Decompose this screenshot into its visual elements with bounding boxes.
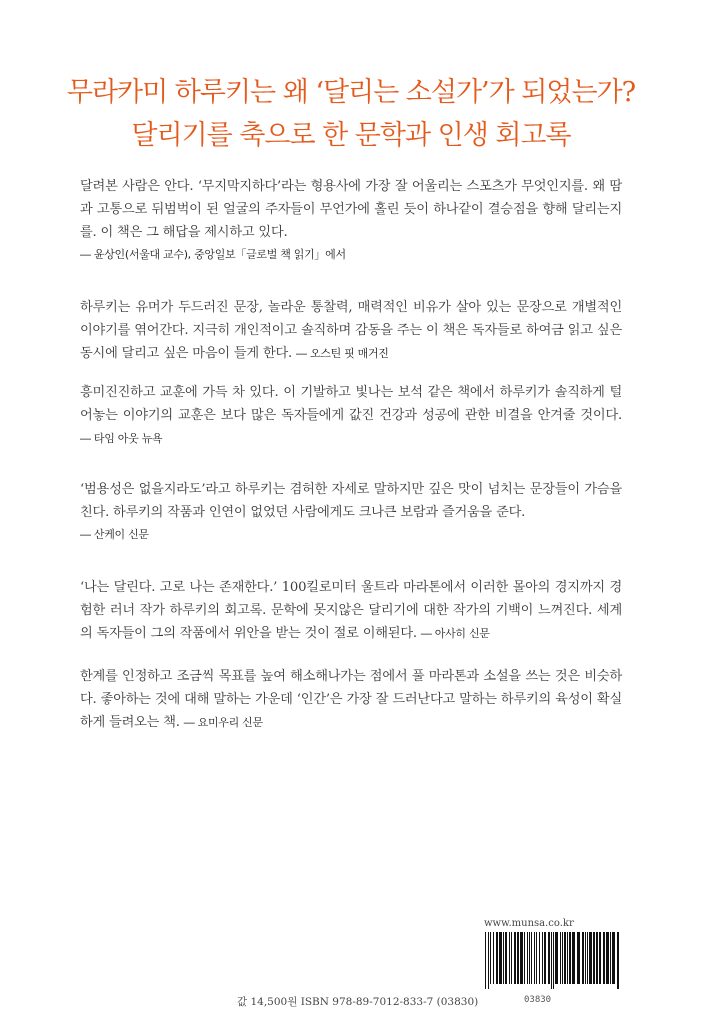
barcode-bar — [596, 932, 598, 984]
barcode-bar — [488, 932, 489, 989]
barcode-bar — [548, 932, 550, 984]
barcode-addon-code: 03830 — [524, 995, 552, 1005]
barcode-bar — [527, 932, 528, 984]
review-source: ― 아사히 신문 — [420, 627, 490, 640]
price-isbn: 값 14,500원 ISBN 978-89-7012-833-7 (03830) — [237, 996, 479, 1008]
barcode-bar — [599, 932, 601, 984]
barcode-bar — [612, 932, 615, 984]
barcode-bar — [529, 932, 530, 984]
isbn-barcode — [483, 932, 623, 989]
barcode-bar — [517, 932, 519, 984]
barcode-bar — [531, 932, 532, 984]
barcode-bar — [567, 932, 568, 984]
publisher-url: www.munsa.co.kr — [484, 918, 574, 929]
barcode-bar — [617, 932, 619, 989]
review-quote — [80, 478, 622, 546]
review-source: ― 오스틴 핏 매거진 — [296, 347, 389, 360]
barcode-bar — [496, 932, 498, 984]
barcode-bar — [520, 932, 523, 984]
barcode-bar — [514, 932, 516, 984]
review-quote-text: ‘나는 달린다. 고로 나는 존재한다.’ 100킬로미터 울트라 마라톤에서 이러한 몰아의 경지까지 경험한 러너 작가 하루키의 회고록. 문학에 못지않은 달리기에 대한 작가의 기백이 느껴진다. 세계의 독자들이 그의 작품에서 위안을 받는 것이 절로 이해된다. — [80, 580, 622, 641]
review-quote — [80, 576, 622, 645]
review-source: ― 윤상인(서울대 교수), 중앙일보「글로벌 책 읽기」에서 — [80, 248, 346, 261]
barcode-bar — [585, 932, 586, 984]
review-source: ― 요미우리 신문 — [183, 716, 263, 729]
review-quote-text: 흥미진진하고 교훈에 가득 차 있다. 이 기발하고 빛나는 보석 같은 책에서 하루키가 솔직하게 털어놓는 이야기의 교훈은 보다 많은 독자들에게 값진 건강과 성공에 관한 비결을 안겨줄 것이다. — [80, 385, 622, 423]
review-quote-text: ‘범용성은 없을지라도’라고 하루키는 겸허한 자세로 말하지만 깊은 맛이 넘치는 문장들이 가슴을 친다. 하루키의 작품과 인연이 없었던 사람에게도 크나큰 보람과 즐거움을 준다. — [80, 482, 622, 520]
barcode-bar — [542, 932, 543, 984]
barcode-bar — [564, 932, 566, 984]
barcode-bar — [553, 932, 554, 989]
barcode-bar — [505, 932, 507, 984]
barcode-bar — [499, 932, 502, 984]
barcode-bar — [485, 932, 486, 989]
review-source: ― 타임 아웃 뉴욕 — [80, 432, 163, 445]
review-quote — [80, 296, 622, 365]
headline-line-1: 무라카미 하루키는 왜 ‘달리는 소설가’가 되었는가? — [66, 77, 636, 108]
barcode-bar — [509, 932, 510, 984]
review-source: ― 산케이 신문 — [80, 528, 149, 541]
barcode-bar — [503, 932, 504, 984]
barcode-bar — [511, 932, 512, 984]
barcode-bar — [569, 932, 571, 984]
review-quote-text: 달려본 사람은 안다. ‘무지막지하다’라는 형용사에 가장 잘 어울리는 스포츠가 무엇인지를. 왜 땀과 고통으로 뒤범벅이 된 얼굴의 주자들이 무언가에 홀린 듯이 하나같이 결승점을 향해 달리는지를. 이 책은 그 해답을 제시하고 있다. — [80, 179, 622, 240]
barcode-bar — [534, 932, 535, 984]
barcode-bar — [539, 932, 540, 984]
barcode-bar — [589, 932, 592, 984]
barcode-bar — [587, 932, 588, 984]
barcode-bar — [593, 932, 595, 984]
barcode-bar — [524, 932, 525, 984]
barcode-bar — [551, 932, 552, 989]
headline-line-2: 달리기를 축으로 한 문학과 인생 회고록 — [131, 120, 571, 151]
barcode-bar — [610, 932, 611, 984]
barcode-bar — [536, 932, 537, 984]
barcode-bar — [572, 932, 575, 984]
barcode-bar — [493, 932, 494, 984]
barcode-bar — [582, 932, 584, 984]
barcode-bar — [490, 932, 491, 984]
barcode-bar — [544, 932, 546, 984]
barcode-bar — [555, 932, 558, 984]
barcode-bar — [606, 932, 609, 984]
review-quote — [80, 381, 622, 450]
barcode-bar — [577, 932, 580, 984]
review-quote — [80, 665, 622, 734]
review-quote — [80, 175, 622, 266]
barcode-bar — [603, 932, 605, 984]
review-quote-text: 하루키는 유머가 두드러진 문장, 놀라운 통찰력, 매력적인 비유가 살아 있는 문장으로 개별적인 이야기를 엮어간다. 지극히 개인적이고 솔직하며 감동을 주는 이 책은 독자들로 하여금 읽고 싶은 동시에 달리고 싶은 마음이 들게 한다. — [80, 300, 622, 361]
barcode-bar — [560, 932, 561, 984]
barcode-bar — [562, 932, 563, 984]
review-quote-text: 한계를 인정하고 조금씩 목표를 높여 해소해나가는 점에서 풀 마라톤과 소설을 쓰는 것은 비슷하다. 좋아하는 것에 대해 말하는 가운데 ‘인간’은 가장 잘 드러난다고 말하는 하루키의 육성이 확실하게 들려오는 책. — [80, 669, 622, 730]
